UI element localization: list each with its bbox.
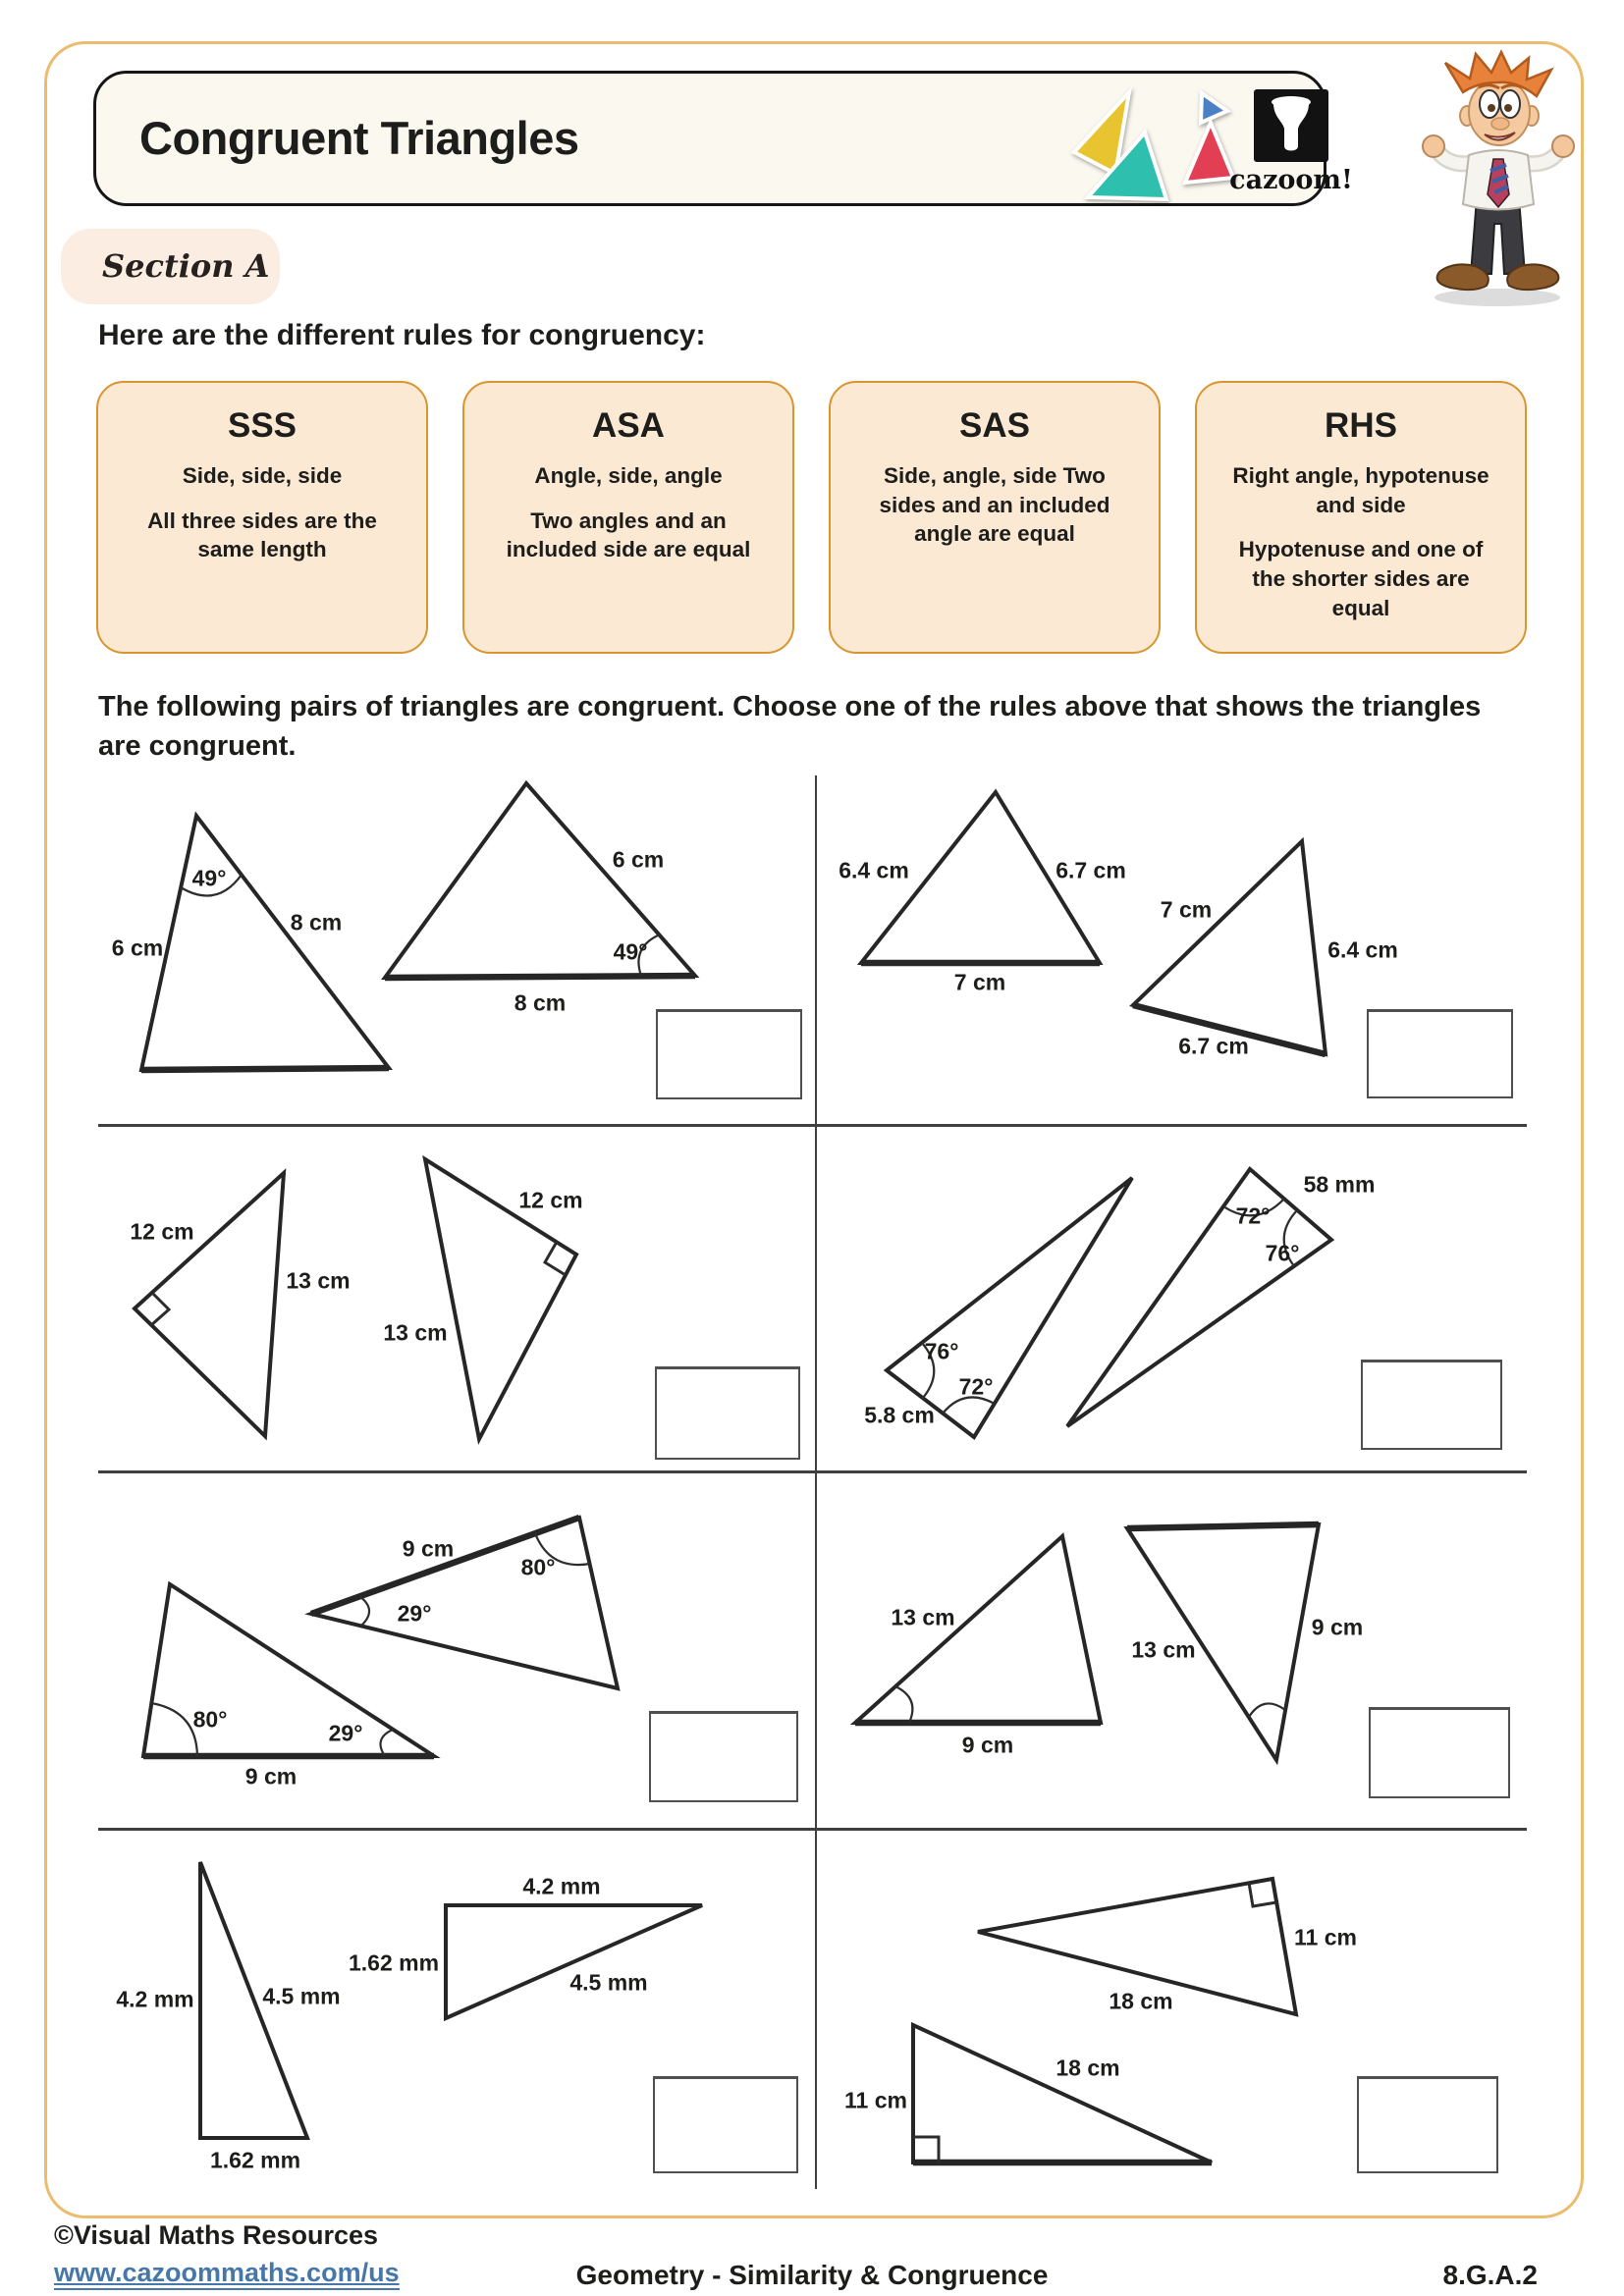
standard-code: 8.G.A.2: [1442, 2260, 1538, 2290]
side-label: 8 cm: [514, 989, 567, 1016]
side-label: 11 cm: [844, 2087, 907, 2113]
mascot-shadow: [1435, 289, 1560, 306]
rule-card-sss: [96, 381, 428, 654]
right-angle-mark: [913, 2137, 939, 2163]
answer-box[interactable]: [1369, 1707, 1510, 1798]
section-a-box: [61, 229, 280, 304]
rule-line: Hypotenuse and one of the shorter sides are equal: [1238, 537, 1484, 620]
rule-name: RHS: [1325, 406, 1397, 445]
angle-label: 76°: [924, 1338, 959, 1364]
triangle: [385, 783, 695, 978]
angle-label: 76°: [1265, 1240, 1300, 1266]
triangles-logo-icon: [1068, 85, 1240, 201]
blue-triangle-icon: [1201, 93, 1227, 123]
side-label: 9 cm: [1311, 1614, 1364, 1640]
angle-label: 72°: [958, 1373, 994, 1400]
footer-topic: Geometry - Similarity & Congruence: [575, 2260, 1049, 2290]
side-label: 18 cm: [1109, 1988, 1173, 2014]
rule-line: Right angle, hypotenuse and side: [1232, 463, 1489, 517]
side-label: 12 cm: [130, 1218, 194, 1245]
side-label: 4.2 mm: [116, 1986, 194, 2012]
mascot-head: [1469, 79, 1530, 145]
cazoom-logo-text: cazoom!: [1229, 165, 1353, 195]
side-label: 11 cm: [1294, 1924, 1357, 1950]
triangle: [1133, 841, 1326, 1054]
side-label: 6 cm: [111, 934, 164, 961]
side-label: 6.4 cm: [839, 857, 909, 883]
side-label: 13 cm: [1131, 1636, 1196, 1663]
mascot-pupil-right: [1504, 104, 1512, 112]
answer-box[interactable]: [1357, 2076, 1498, 2173]
problem-7: [98, 1828, 815, 2189]
triangle: [311, 1518, 618, 1688]
answer-box[interactable]: [655, 1366, 800, 1460]
problem-8: [815, 1828, 1527, 2189]
problems-grid: [98, 775, 1527, 2189]
rule-name: ASA: [592, 406, 665, 445]
mascot-eye-left: [1480, 90, 1499, 118]
side-label: 13 cm: [891, 1604, 955, 1630]
title-box: [93, 71, 1353, 206]
problem-1: [98, 775, 815, 1124]
triangle: [446, 1905, 702, 2018]
rule-line: Side, angle, side Two sides and an included angle are equal: [879, 463, 1110, 547]
instructions-text: The following pairs of triangles are congruent. Choose one of the rules above that shows the triangles are congruent.: [98, 691, 1482, 763]
side-label: 12 cm: [518, 1187, 583, 1213]
angle-label: 49°: [613, 938, 648, 965]
side-label: 6 cm: [612, 846, 665, 873]
answer-box[interactable]: [653, 2076, 798, 2173]
triangle: [141, 816, 389, 1070]
angle-arc: [381, 1730, 394, 1756]
side-label: 1.62 mm: [348, 1949, 440, 1976]
triangle-base: [141, 1068, 389, 1070]
copyright-text: ©Visual Maths Resources: [54, 2220, 379, 2250]
angle-label: 29°: [328, 1720, 363, 1746]
answer-box[interactable]: [1367, 1009, 1513, 1098]
rule-name: SAS: [959, 406, 1030, 445]
rule-line: Two angles and an included side are equal: [506, 507, 751, 562]
side-label: 9 cm: [402, 1535, 455, 1562]
problem-4: [815, 1124, 1527, 1470]
rules-heading: Here are the different rules for congruency:: [98, 319, 706, 351]
right-angle-mark: [151, 1293, 169, 1325]
angle-label: 29°: [397, 1600, 432, 1627]
triangle-base: [385, 976, 695, 978]
mascot-shoe-left: [1437, 264, 1489, 290]
website-link[interactable]: www.cazoommaths.com/us: [54, 2258, 400, 2290]
angle-label: 80°: [192, 1706, 228, 1733]
side-label: 6.4 cm: [1327, 936, 1398, 963]
answer-box[interactable]: [656, 1009, 802, 1099]
side-label: 6.7 cm: [1056, 857, 1126, 883]
rule-line: Side, side, side: [182, 463, 343, 488]
angle-label: 80°: [520, 1554, 556, 1580]
answer-box[interactable]: [1361, 1360, 1502, 1450]
rule-card-rhs: [1195, 381, 1527, 654]
side-label: 4.5 mm: [569, 1969, 648, 1996]
side-label: 13 cm: [286, 1267, 351, 1294]
side-label: 7 cm: [1160, 896, 1213, 923]
red-triangle-icon: [1185, 123, 1233, 183]
section-label: Section A: [102, 247, 270, 285]
angle-arc: [895, 1686, 912, 1723]
side-label: 58 mm: [1303, 1171, 1376, 1198]
mascot-character: [1394, 49, 1602, 316]
side-label: 4.2 mm: [522, 1873, 601, 1899]
page-title: Congruent Triangles: [139, 112, 579, 164]
rule-line: Angle, side, angle: [534, 463, 723, 488]
triangle: [913, 2025, 1212, 2163]
side-label: 9 cm: [961, 1732, 1014, 1758]
angle-arc: [359, 1596, 369, 1626]
problem-3: [98, 1124, 815, 1470]
mascot-eye-right: [1500, 90, 1520, 118]
triangle: [135, 1173, 284, 1436]
side-label: 7 cm: [953, 969, 1006, 995]
rule-card-asa: [462, 381, 794, 654]
mascot-nose: [1491, 118, 1509, 130]
side-label: 4.5 mm: [262, 1983, 341, 2009]
side-label: 6.7 cm: [1178, 1033, 1249, 1059]
problem-6: [815, 1470, 1527, 1828]
cazoom-logo: [1227, 87, 1357, 197]
rule-line: All three sides are the same length: [147, 507, 377, 562]
problem-2: [815, 775, 1527, 1124]
mascot-hand-left: [1423, 135, 1444, 157]
mascot-pupil-left: [1488, 104, 1495, 112]
answer-box[interactable]: [649, 1711, 798, 1802]
angle-label: 72°: [1235, 1202, 1271, 1229]
side-label: 13 cm: [383, 1319, 448, 1346]
triangle: [1067, 1169, 1331, 1426]
side-label: 5.8 cm: [864, 1402, 935, 1428]
mascot-shoe-right: [1507, 264, 1558, 290]
rule-name: SSS: [227, 406, 298, 445]
angle-arc: [1249, 1703, 1285, 1717]
rule-card-sas: [829, 381, 1161, 654]
problem-5: [98, 1470, 815, 1828]
angle-label: 49°: [191, 865, 227, 891]
angle-arc: [151, 1703, 197, 1756]
side-label: 8 cm: [290, 909, 343, 935]
mascot-hand-right: [1552, 135, 1574, 157]
side-label: 18 cm: [1056, 2055, 1120, 2081]
side-label: 9 cm: [244, 1763, 298, 1789]
side-label: 1.62 mm: [209, 2147, 301, 2173]
triangle-base: [1127, 1524, 1319, 1528]
